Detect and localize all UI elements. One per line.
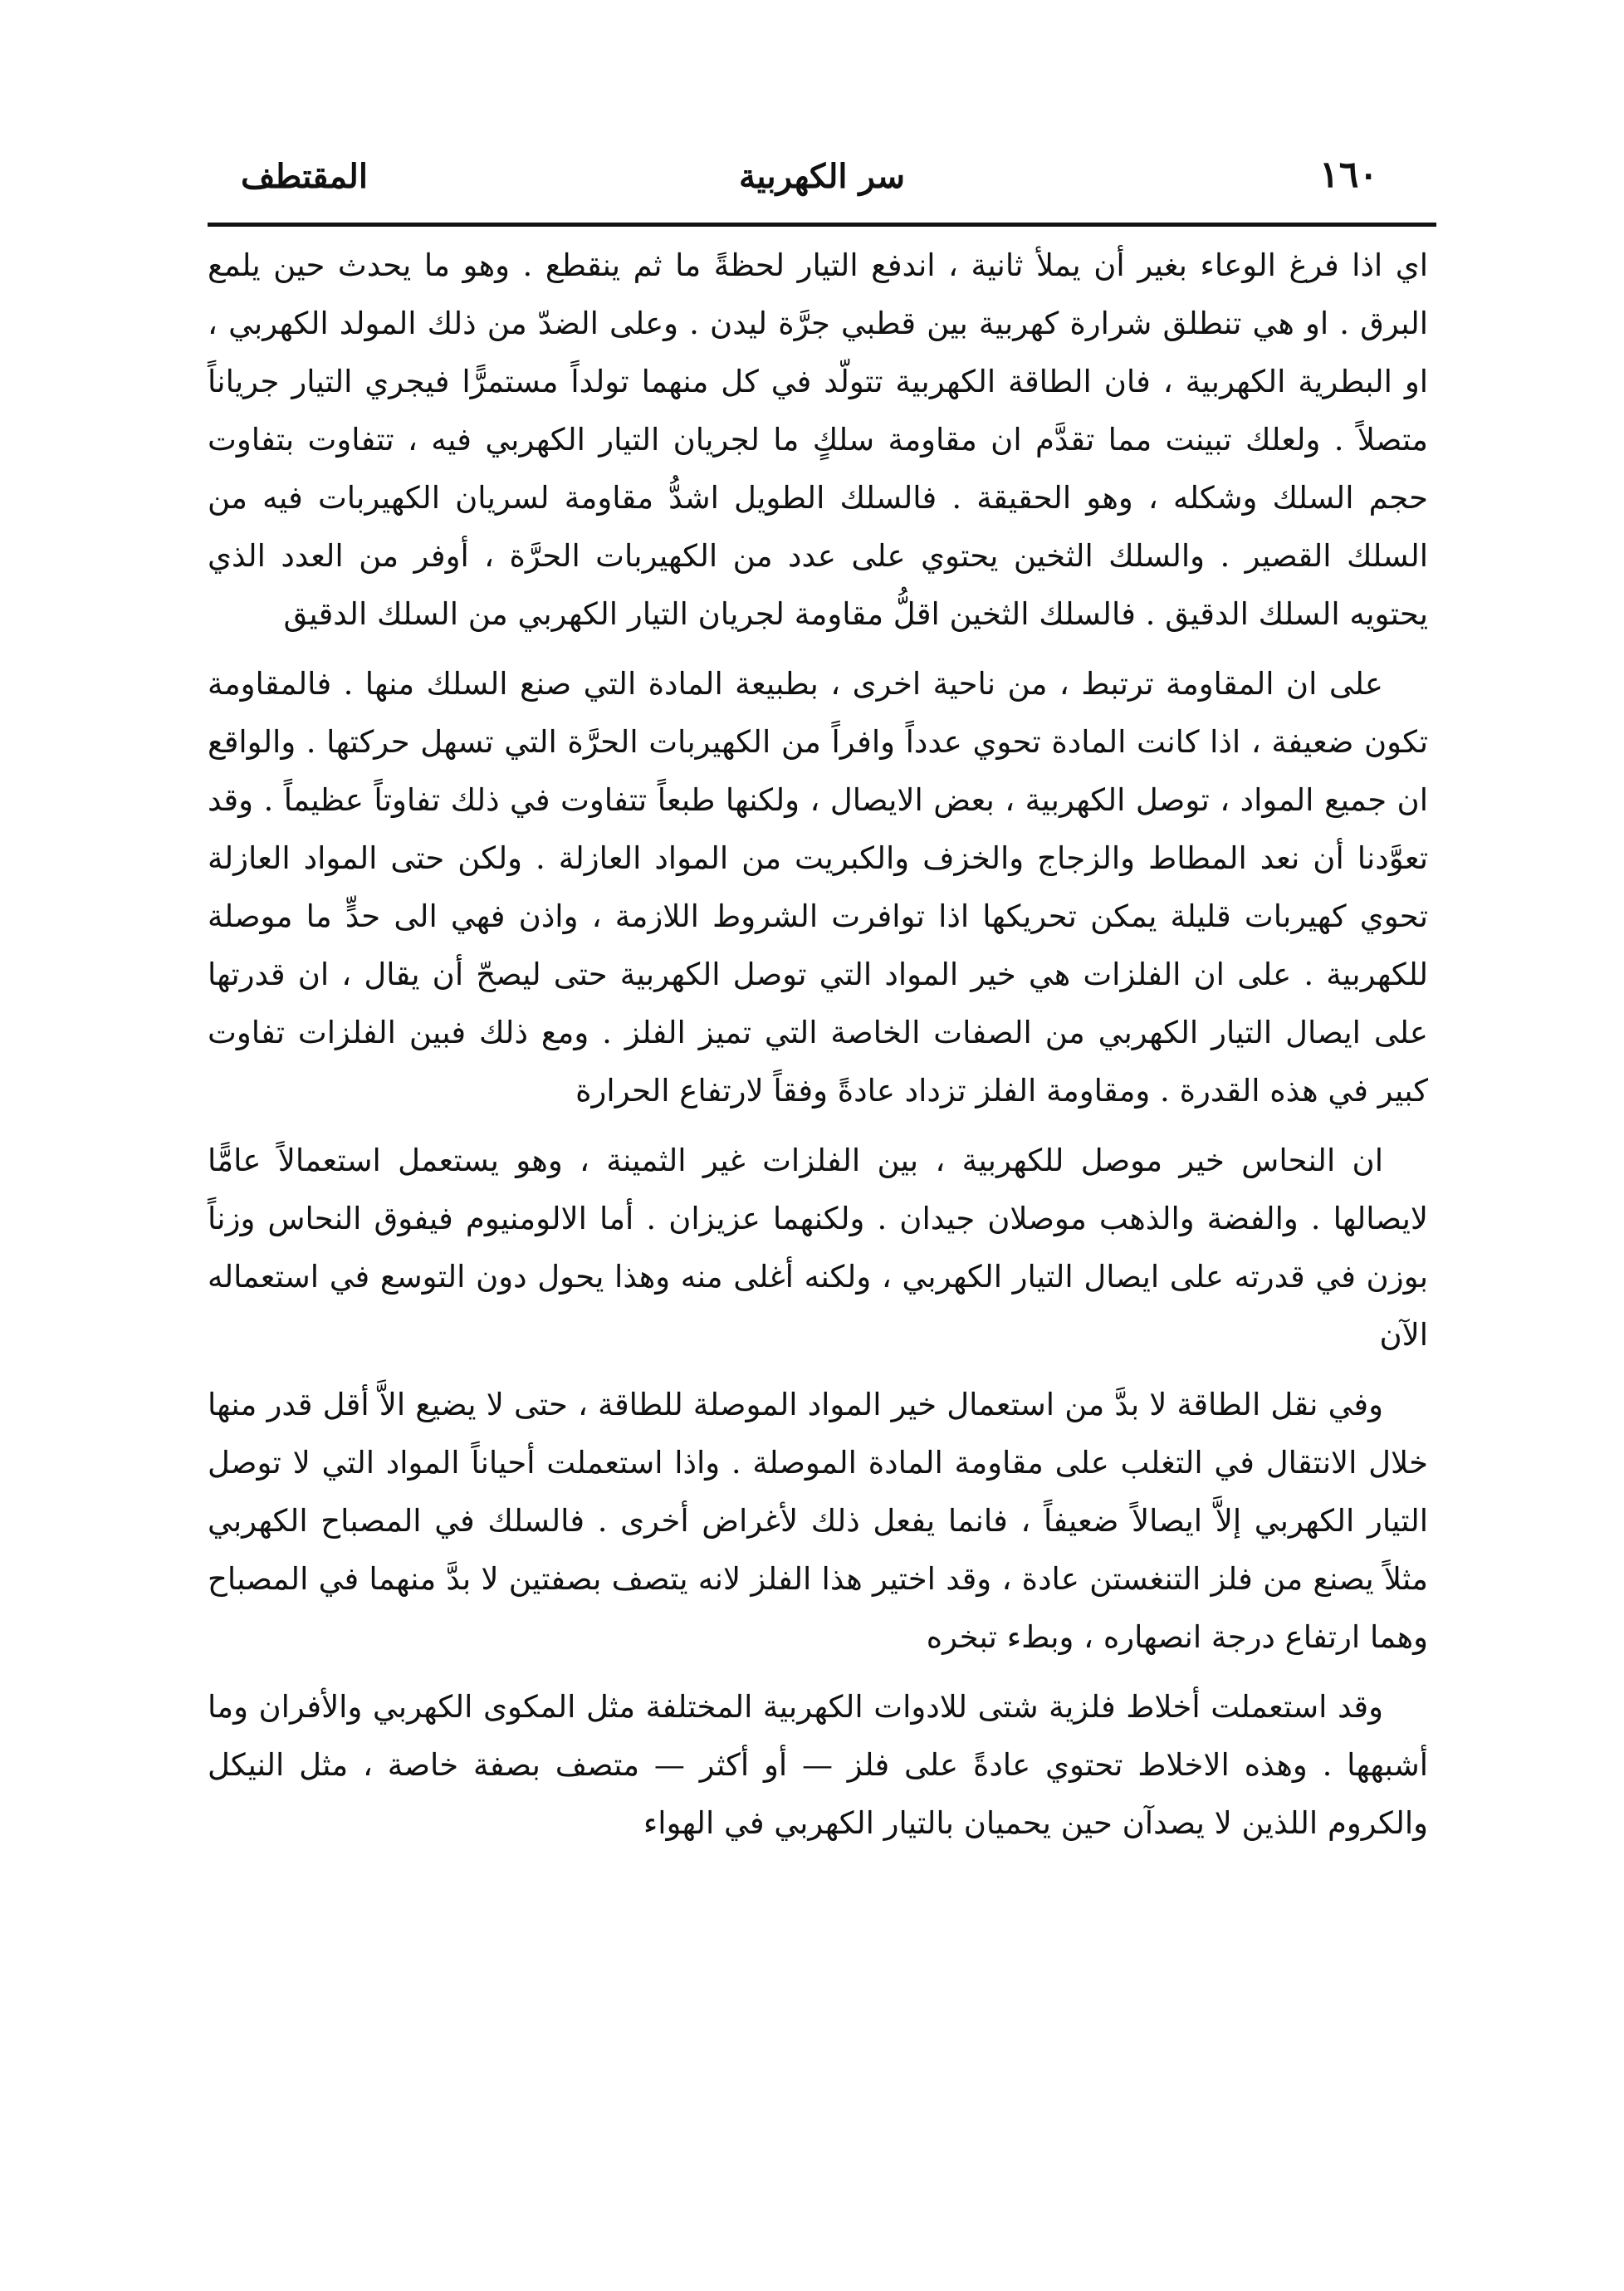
article-title: سر الكهربية [738, 157, 906, 196]
paragraph-2: على ان المقاومة ترتبط ، من ناحية اخرى ، بطبيعة المادة التي صنع السلك منها . فالمقاومة تكون ضعيفة ، اذا كانت المادة تحوي عدداً وافراً من الكهيربات الحرَّة التي تسهل حركتها . والواقع ان جميع المواد ، توصل الكهربية ، بعض الايصال ، ولكنها طبعاً تتفاوت في ذلك تفاوتاً عظيماً . وقد تعوَّدنا أن نعد المطاط والزجاج والخزف والكبريت من المواد العازلة . ولكن حتى المواد العازلة تحوي كهيربات قليلة يمكن تحريكها اذا توافرت الشروط اللازمة ، واذن فهي الى حدٍّ ما موصلة للكهربية . على ان الفلزات هي خير المواد التي توصل الكهربية حتى ليصحّ أن يقال ، ان قدرتها على ايصال التيار الكهربي من الصفات الخاصة التي تميز الفلز . ومع ذلك فبين الفلزات تفاوت كبير في هذه القدرة . ومقاومة الفلز تزداد عادةً وفقاً لارتفاع الحرارة [208, 666, 1428, 1109]
paragraph-5: وقد استعملت أخلاط فلزية شتى للادوات الكهربية المختلفة مثل المكوى الكهربي والأفران وما أشبهها . وهذه الاخلاط تحتوي عادةً على فلز — أو أكثر — متصف بصفة خاصة ، مثل النيكل والكروم اللذين لا يصدآن حين يحميان بالتيار الكهربي في الهواء [208, 1689, 1428, 1841]
page-number: ١٦٠ [1319, 154, 1378, 196]
paragraph-4: وفي نقل الطاقة لا بدَّ من استعمال خير المواد الموصلة للطاقة ، حتى لا يضيع الاَّ أقل قدر منها خلال الانتقال في التغلب على مقاومة المادة الموصلة . واذا استعملت أحياناً المواد التي لا توصل التيار الكهربي إلاَّ ايصالاً ضعيفاً ، فانما يفعل ذلك لأغراض أخرى . فالسلك في المصباح الكهربي مثلاً يصنع من فلز التنغستن عادة ، وقد اختير هذا الفلز لانه يتصف بصفتين لا بدَّ منهما في المصباح وهما ارتفاع درجة انصهاره ، وبطء تبخره [208, 1387, 1428, 1655]
paragraph-3: ان النحاس خير موصل للكهربية ، بين الفلزات غير الثمينة ، وهو يستعمل استعمالاً عامًّا لايصالها . والفضة والذهب موصلان جيدان . ولكنهما عزيزان . أما الالومنيوم فيفوق النحاس وزناً بوزن في قدرته على ايصال التيار الكهربي ، ولكنه أغلى منه وهذا يحول دون التوسع في استعماله الآن [208, 1143, 1428, 1353]
journal-name: المقتطف [241, 157, 368, 196]
running-header [208, 145, 1436, 220]
header-rule [208, 223, 1436, 227]
article-body [208, 237, 1428, 1864]
paragraph-1: اي اذا فرغ الوعاء بغير أن يملأ ثانية ، اندفع التيار لحظةً ما ثم ينقطع . وهو ما يحدث حين يلمع البرق . او هي تنطلق شرارة كهربية بين قطبي جرَّة ليدن . وعلى الضدّ من ذلك المولد الكهربي ، او البطرية الكهربية ، فان الطاقة الكهربية تتولّد في كل منهما تولداً مستمرًّا فيجري التيار جرياناً متصلاً . ولعلك تبينت مما تقدَّم ان مقاومة سلكٍ ما لجريان التيار الكهربي فيه ، تتفاوت بتفاوت حجم السلك وشكله ، وهو الحقيقة . فالسلك الطويل اشدُّ مقاومة لسريان الكهيربات فيه من السلك القصير . والسلك الثخين يحتوي على عدد من الكهيربات الحرَّة ، أوفر من العدد الذي يحتويه السلك الدقيق . فالسلك الثخين اقلُّ مقاومة لجريان التيار الكهربي من السلك الدقيق [208, 247, 1428, 632]
